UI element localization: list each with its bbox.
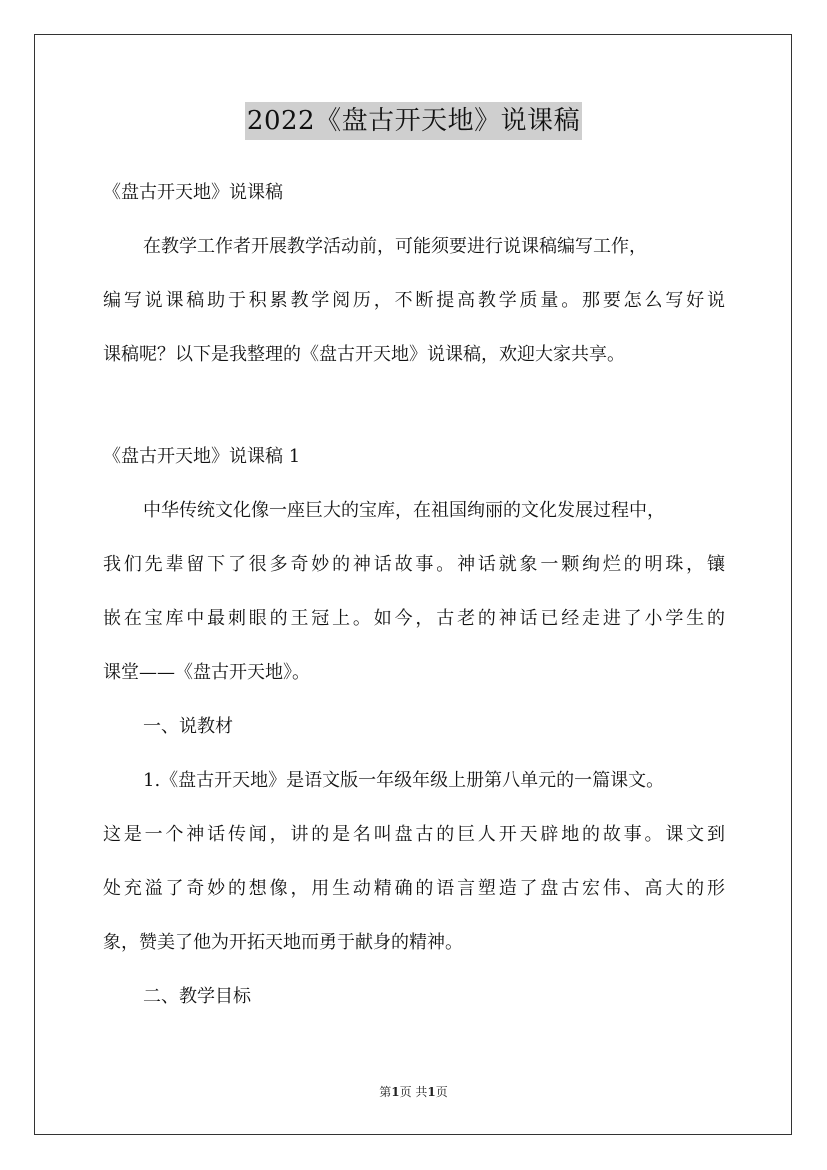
section1-line-4: 课堂——《盘古开天地》。 <box>103 662 310 683</box>
material-line-3: 处充溢了奇妙的想像，用生动精确的语言塑造了盘古宏伟、高大的形 <box>103 878 725 899</box>
footer-page-mid: 页 共 <box>399 1085 428 1099</box>
intro-line-3: 课稿呢？以下是我整理的《盘古开天地》说课稿，欢迎大家共享。 <box>103 344 625 365</box>
intro-line-2: 编写说课稿助于积累教学阅历，不断提高教学质量。那要怎么写好说 <box>103 290 725 311</box>
material-line-2: 这是一个神话传闻，讲的是名叫盘古的巨人开天辟地的故事。课文到 <box>103 824 725 845</box>
document-body <box>103 176 725 1014</box>
footer-page-prefix: 第 <box>379 1085 392 1099</box>
intro-line-1: 在教学工作者开展教学活动前，可能须要进行说课稿编写工作， <box>143 236 647 257</box>
section1-line-1: 中华传统文化像一座巨大的宝库，在祖国绚丽的文化发展过程中， <box>143 500 665 521</box>
footer-page-suffix: 页 <box>435 1085 448 1099</box>
footer-page-total: 1 <box>427 1085 436 1099</box>
heading-teaching-material: 一、说教材 <box>143 716 233 737</box>
footer-page-current: 1 <box>391 1085 400 1099</box>
section1-heading: 《盘古开天地》说课稿 1 <box>103 446 301 467</box>
subtitle: 《盘古开天地》说课稿 <box>103 182 283 203</box>
material-line-4: 象，赞美了他为开拓天地而勇于献身的精神。 <box>103 932 463 953</box>
heading-teaching-goals: 二、教学目标 <box>143 986 251 1007</box>
section1-line-3: 嵌在宝库中最刺眼的王冠上。如今，古老的神话已经走进了小学生的 <box>103 608 725 629</box>
section1-line-2: 我们先辈留下了很多奇妙的神话故事。神话就象一颗绚烂的明珠，镶 <box>103 554 725 575</box>
document-title: 2022《盘古开天地》说课稿 <box>245 102 582 140</box>
material-line-1: 1.《盘古开天地》是语文版一年级年级上册第八单元的一篇课文。 <box>143 770 665 791</box>
page-footer <box>0 1084 827 1100</box>
title-container <box>0 102 827 140</box>
